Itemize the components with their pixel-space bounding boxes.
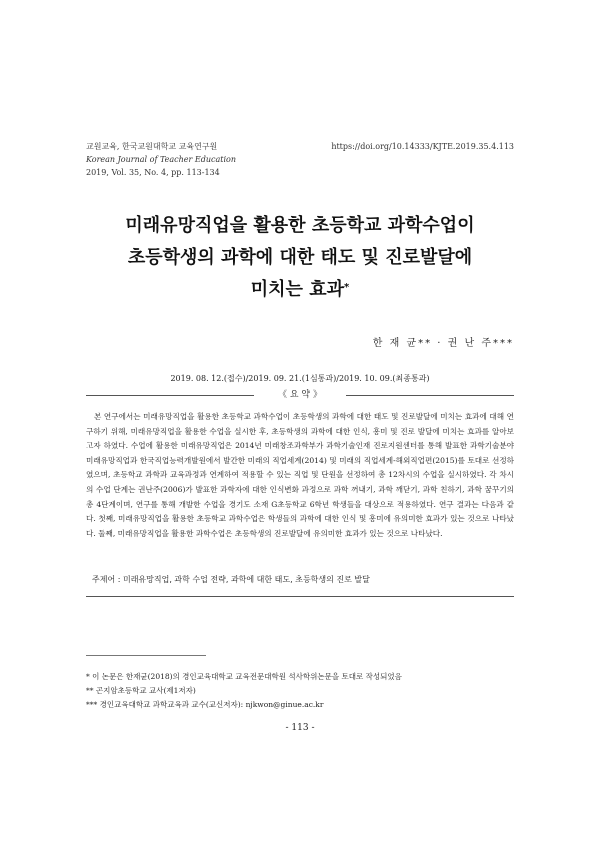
page-number: - 113 - [285, 723, 315, 733]
title-line-3-text: 미치는 효과 [250, 279, 344, 300]
footnotes [86, 670, 526, 712]
doi-header [331, 140, 514, 153]
journal-header [86, 140, 236, 179]
divider [346, 395, 514, 396]
volume-info: 2019, Vol. 35, No. 4, pp. 113-134 [86, 168, 220, 177]
doi-link[interactable]: https://doi.org/10.14333/KJTE.2019.35.4.113 [331, 142, 514, 151]
footnote-1: * 이 논문은 한재균(2018)의 경인교육대학교 교육전문대학원 석사학위논문을 토대로 작성되었음 [86, 672, 402, 681]
footnote-divider [86, 655, 206, 656]
abstract-heading [86, 388, 514, 402]
abstract-text: 본 연구에서는 미래유망직업을 활용한 초등학교 과학수업이 초등학생의 과학에 대한 태도 및 진로발달에 미치는 효과에 대해 연구하기 위해, 미래유망직업을 활용한 수업을 실시한 후, 초등학생의 과학에 대한 인식, 흥미 및 진로 발달에 미치는 효과를 알아보고자 하였다. 수업에 활용한 미래유망직업은 2014년 미래창조과학부가 과학기술인재 진로지원센터를 통해 발표한 과학기술분야 미래유망직업과 한국직업능력개발원에서 발간한 미래의 직업세계(2014) 및 미래의 직업세계-해외직업편(2015)를 토대로 선정하였으며, 초등학교 과학과 교육과정과 연계하여 적용할 수 있는 직업 및 단원을 선정하여 총 12차시의 수업을 실시하였다. 각 차시의 수업 단계는 권난주(2006)가 발표한 과학자에 대한 인식변화 과정으로 과학 꺼내기, 과학 깨닫기, 과학 친하기, 과학 꿈꾸기의 총 4단계이며, 연구를 통해 개발한 수업을 경기도 소재 G초등학교 6학년 학생들을 대상으로 적용하였다. 연구 결과는 다음과 같다. 첫째, 미래유망직업을 활용한 초등학교 과학수업은 학생들의 과학에 대한 인식 및 흥미에 유의미한 효과가 있는 것으로 나타났다. 둘째, 미래유망직업을 활용한 과학수업은 초등학생의 진로발달에 유의미한 효과가 있는 것으로 나타났다. [86, 412, 514, 538]
footnote-2: ** 곤지암초등학교 교사(제1저자) [86, 686, 196, 695]
author-list: 한 재 균** · 권 난 주*** [372, 338, 514, 349]
footnote-3: *** 경인교육대학교 과학교육과 교수(교신저자): njkwon@ginue.ac.kr [86, 700, 324, 709]
title-line-2: 초등학생의 과학에 대한 태도 및 진로발달에 [127, 247, 473, 268]
title-line-3 [60, 274, 540, 306]
title-footnote-mark: * [343, 282, 350, 293]
divider [86, 596, 514, 597]
journal-name: Korean Journal of Teacher Education [86, 155, 237, 164]
abstract-body [86, 410, 514, 541]
keywords: 주제어 : 미래유망직업, 과학 수업 전략, 과학에 대한 태도, 초등학생의 진로 발달 [92, 575, 370, 584]
title-line-1: 미래유망직업을 활용한 초등학교 과학수업이 [125, 215, 475, 236]
review-dates: 2019. 08. 12.(접수)/2019. 09. 21.(1심통과)/2019. 10. 09.(최종통과) [170, 374, 430, 383]
publisher: 교원교육, 한국교원대학교 교육연구원 [86, 142, 218, 151]
paper-title [60, 210, 540, 306]
abstract-heading-label: 《 요 약 》 [278, 390, 322, 400]
